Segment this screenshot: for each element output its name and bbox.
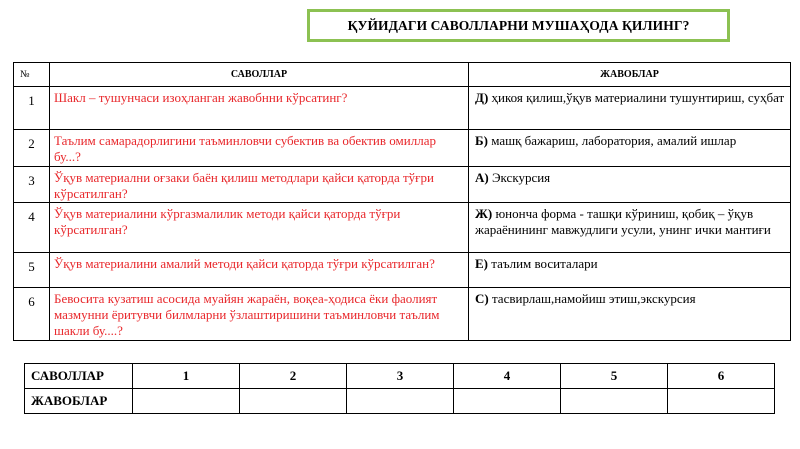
- answer-text: машқ бажариш, лаборатория, амалий ишлар: [487, 133, 737, 148]
- answer-cell: [469, 203, 791, 253]
- question-number: 4: [454, 364, 561, 389]
- answer-letter: Е): [475, 256, 488, 271]
- answer-text: Экскурсия: [488, 170, 551, 185]
- question-text: Ўқув материалини амалий методи қайси қаторда тўғри кўрсатилган?: [50, 253, 469, 288]
- table-row: [14, 167, 791, 203]
- answer-cell: [469, 253, 791, 288]
- answer-letter: А): [475, 170, 489, 185]
- table-row: [14, 203, 791, 253]
- questions-label: САВОЛЛАР: [25, 364, 133, 389]
- row-number: 4: [14, 203, 50, 253]
- questions-table: [13, 62, 791, 341]
- question-text: Бевосита кузатиш асосида муайян жараён, воқеа-ҳодиса ёки фаолият мазмунни ёритувчи билмларни ўзлаштиришини таъминловчи таълим шакли бу....?: [50, 288, 469, 341]
- row-number: 6: [14, 288, 50, 341]
- question-number: 1: [133, 364, 240, 389]
- answer-letter: С): [475, 291, 489, 306]
- answer-grid-numbers-row: [25, 364, 775, 389]
- answer-text: тасвирлаш,намойиш этиш,экскурсия: [488, 291, 696, 306]
- answer-text: юнонча форма - ташқи кўриниш, қобиқ – ўқув жараёнининг мавжудлиги усули, унинг ички мантиғи: [475, 206, 771, 237]
- question-number: 2: [240, 364, 347, 389]
- answer-text: ҳикоя қилиш,ўқув материалини тушунтириш, суҳбат: [488, 90, 785, 105]
- question-number: 5: [561, 364, 668, 389]
- row-number: 2: [14, 130, 50, 167]
- answer-letter: Б): [475, 133, 488, 148]
- answer-cell: [469, 288, 791, 341]
- answers-label: ЖАВОБЛАР: [25, 389, 133, 414]
- answer-blank-cell[interactable]: [347, 389, 454, 414]
- answer-cell: [469, 167, 791, 203]
- answer-letter: Д): [475, 90, 489, 105]
- header-answers: ЖАВОБЛАР: [469, 63, 791, 87]
- answer-blank-cell[interactable]: [668, 389, 775, 414]
- row-number: 5: [14, 253, 50, 288]
- question-text: Шакл – тушунчаси изоҳланган жавобнни кўрсатинг?: [50, 87, 469, 130]
- row-number: 3: [14, 167, 50, 203]
- answer-text: таълим воситалари: [488, 256, 598, 271]
- table-row: [14, 87, 791, 130]
- answer-letter: Ж): [475, 206, 493, 221]
- header-number: №: [14, 63, 50, 87]
- question-number: 6: [668, 364, 775, 389]
- answer-cell: [469, 130, 791, 167]
- table-row: [14, 288, 791, 341]
- answer-cell: [469, 87, 791, 130]
- answer-blank-cell[interactable]: [454, 389, 561, 414]
- question-text: Ўқув материални оғзаки баён қилиш методлари қайси қаторда тўғри кўрсатилган?: [50, 167, 469, 203]
- table-row: [14, 130, 791, 167]
- answer-blank-cell[interactable]: [133, 389, 240, 414]
- row-number: 1: [14, 87, 50, 130]
- question-number: 3: [347, 364, 454, 389]
- answer-grid: [24, 363, 775, 414]
- header-questions: САВОЛЛАР: [50, 63, 469, 87]
- table-row: [14, 253, 791, 288]
- table-header-row: [14, 63, 791, 87]
- answer-grid-answers-row: [25, 389, 775, 414]
- answer-blank-cell[interactable]: [240, 389, 347, 414]
- question-text: Таълим самарадорлигини таъминловчи субектив ва обектив омиллар бу...?: [50, 130, 469, 167]
- question-text: Ўқув материалини кўргазмалилик методи қайси қаторда тўғри кўрсатилган?: [50, 203, 469, 253]
- page-title: ҚУЙИДАГИ САВОЛЛАРНИ МУШАҲОДА ҚИЛИНГ?: [307, 9, 730, 42]
- answer-blank-cell[interactable]: [561, 389, 668, 414]
